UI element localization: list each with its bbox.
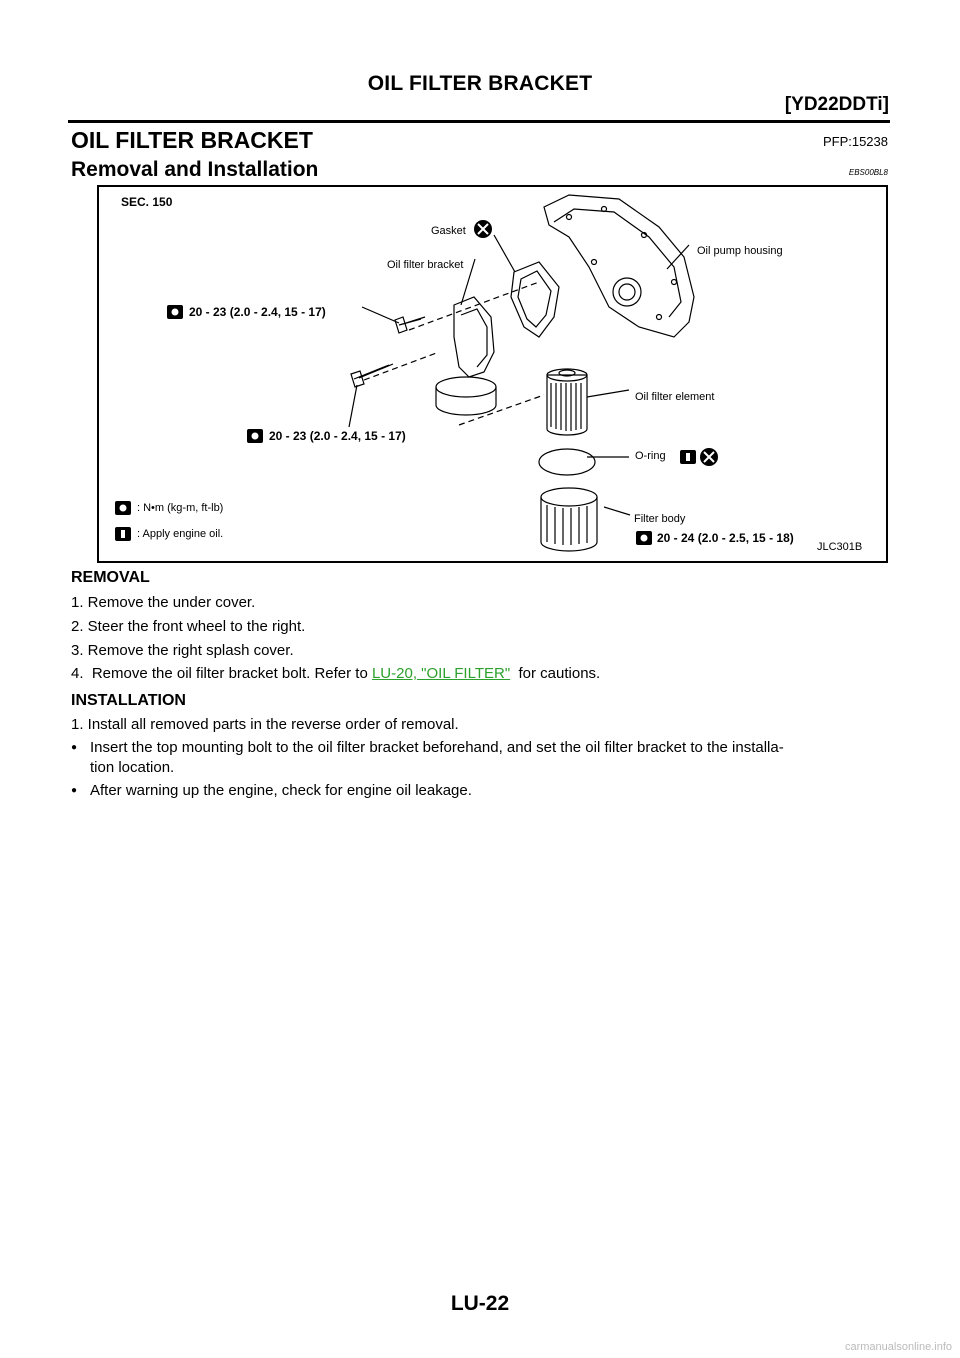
figure-code: JLC301B xyxy=(817,541,863,553)
removal-step-4-suffix: for cautions. xyxy=(510,665,601,682)
filter-body-drawing xyxy=(541,497,597,551)
legend-torque: : N•m (kg-m, ft-lb) xyxy=(137,502,224,514)
bullet-glyph: ● xyxy=(71,742,78,753)
o-ring-drawing xyxy=(539,449,595,475)
torque-spec-upper-bolt: 20 - 23 (2.0 - 2.4, 15 - 17) xyxy=(189,305,326,319)
upper-bolt-drawing xyxy=(395,317,425,333)
installation-bullet-1-line-1: Insert the top mounting bolt to the oil filter bracket beforehand, and set the oil filter bracket to the installa- xyxy=(90,739,784,756)
removal-heading: REMOVAL xyxy=(71,569,150,586)
watermark: carmanualsonline.info xyxy=(844,1341,952,1353)
bullet-glyph: ● xyxy=(71,785,78,796)
torque-spec-lower-bolt: 20 - 23 (2.0 - 2.4, 15 - 17) xyxy=(269,429,406,443)
filter-body-label: Filter body xyxy=(634,513,686,525)
oil-filter-element-label: Oil filter element xyxy=(635,391,715,403)
oil-pump-housing-label: Oil pump housing xyxy=(697,245,783,257)
removal-step-2: 2. Steer the front wheel to the right. xyxy=(71,618,306,635)
ebs-code: EBS00BL8 xyxy=(848,168,888,177)
header-rule xyxy=(68,120,890,123)
sec-label: SEC. 150 xyxy=(121,195,173,209)
legend-engine-oil: : Apply engine oil. xyxy=(137,528,224,540)
page-number: LU-22 xyxy=(450,1292,510,1315)
removal-step-4 xyxy=(71,665,600,682)
removal-step-4-text: 4. Remove the oil filter bracket bolt. Refer to xyxy=(71,665,372,682)
exploded-view-figure xyxy=(97,185,888,563)
o-ring-label: O-ring xyxy=(635,450,666,462)
installation-bullet-2-text: After warning up the engine, check for engine oil leakage. xyxy=(90,782,472,799)
subsection-title: Removal and Installation xyxy=(71,158,319,181)
oil-filter-bracket-drawing xyxy=(454,297,494,377)
section-title: OIL FILTER BRACKET xyxy=(71,127,313,153)
lower-bolt-drawing xyxy=(351,364,393,387)
pfp-code: PFP:15238 xyxy=(822,134,888,149)
installation-heading: INSTALLATION xyxy=(71,692,186,709)
oil-filter-bracket-label: Oil filter bracket xyxy=(387,259,464,271)
engine-model-label: [YD22DDTi] xyxy=(784,94,889,115)
removal-step-3: 3. Remove the right splash cover. xyxy=(71,642,294,659)
running-header-title: OIL FILTER BRACKET xyxy=(367,72,593,95)
installation-step-1: 1. Install all removed parts in the reverse order of removal. xyxy=(71,716,459,733)
torque-spec-filter-body: 20 - 24 (2.0 - 2.5, 15 - 18) xyxy=(657,531,794,545)
removal-step-1: 1. Remove the under cover. xyxy=(71,594,256,611)
oil-filter-reference-link[interactable]: LU-20, "OIL FILTER" xyxy=(371,665,511,682)
installation-bullet-1-line-2: tion location. xyxy=(90,759,175,776)
gasket-label: Gasket xyxy=(431,225,466,237)
